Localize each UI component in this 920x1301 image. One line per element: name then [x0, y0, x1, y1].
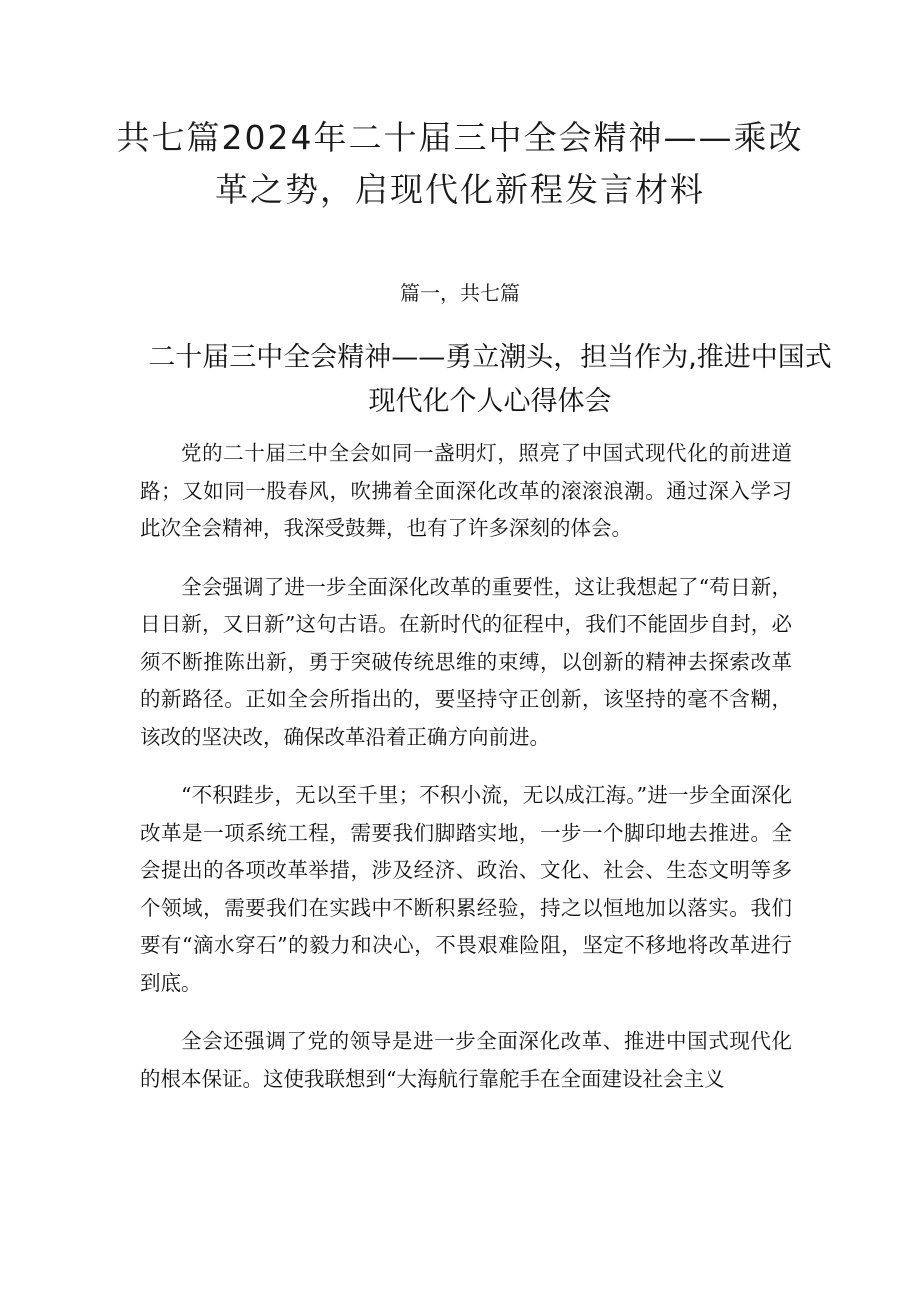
paragraph: 党的二十届三中全会如同一盏明灯，照亮了中国式现代化的前进道路；又如同一股春风，吹拂着全面深化改革的滚滚浪潮。通过深入学习此次全会精神，我深受鼓舞，也有了许多深刻的体会。 [140, 441, 792, 540]
section-label: 篇一，共七篇 [400, 281, 520, 305]
article-subtitle: 二十届三中全会精神——勇立潮头，担当作为,推进中国式现代化个人心得体会 [148, 342, 832, 417]
article-body [140, 435, 792, 1119]
paragraph: 全会还强调了党的领导是进一步全面深化改革、推进中国式现代化的根本保证。这使我联想到“大海航行靠舵手在全面建设社会主义 [140, 1029, 792, 1091]
paragraph: 全会强调了进一步全面深化改革的重要性，这让我想起了“苟日新，日日新，又日新”这句古语。在新时代的征程中，我们不能固步自封，必须不断推陈出新，勇于突破传统思维的束缚，以创新的精神去探索改革的新路径。正如全会所指出的，要坚持守正创新，该坚持的毫不含糊，该改的坚决改，确保改革沿着正确方向前进。 [140, 574, 792, 749]
document-title: 共七篇2024年二十届三中全会精神——乘改革之势，启现代化新程发言材料 [116, 118, 804, 209]
paragraph: “不积跬步，无以至千里；不积小流，无以成江海。”进一步全面深化改革是一项系统工程，需要我们脚踏实地，一步一个脚印地去推进。全会提出的各项改革举措，涉及经济、政治、文化、社会、生态文明等多个领域，需要我们在实践中不断积累经验，持之以恒地加以落实。我们要有“滴水穿石”的毅力和决心，不畏艰难险阻，坚定不移地将改革进行到底。 [140, 783, 792, 995]
